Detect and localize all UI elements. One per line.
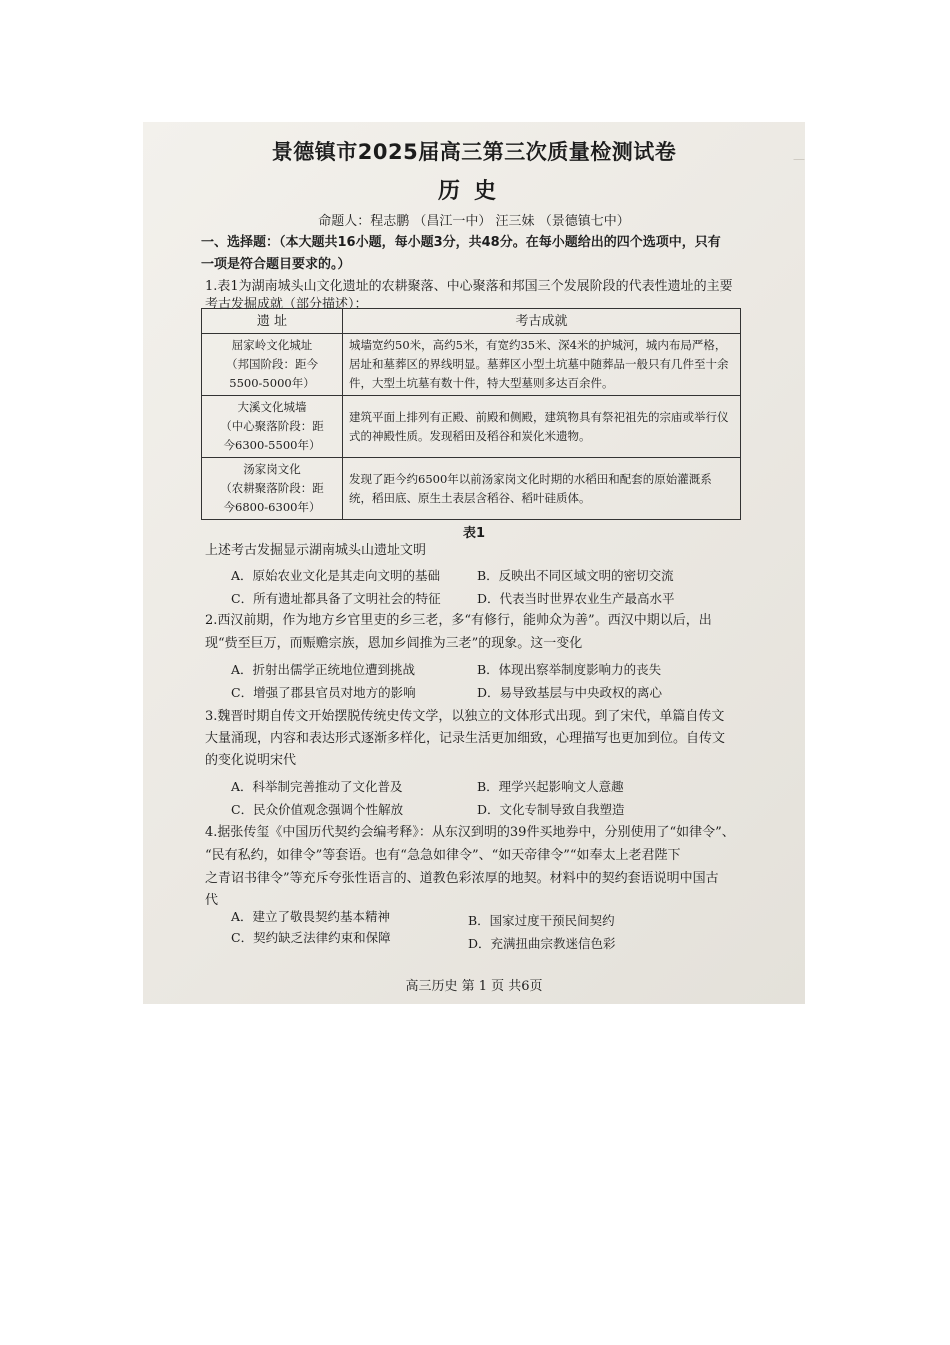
q4-option-d[interactable]: D．充满扭曲宗教迷信色彩 — [468, 936, 616, 951]
q1-option-b[interactable]: B．反映出不同区域文明的密切交流 — [477, 568, 674, 583]
q1-table — [201, 308, 741, 520]
site-stage: （农耕聚落阶段：距 — [220, 481, 324, 495]
site-name: 屈家岭文化城址 — [231, 338, 313, 352]
table-row — [202, 458, 741, 520]
q3-stem-line-2: 大量涌现，内容和表达形式逐渐多样化，记录生活更加细致，心理描写也更加到位。自传文 — [205, 731, 726, 746]
table-cell-desc: 城墙宽约50米，高约5米，有宽约35米、深4米的护城河，城内布局严格，居址和墓葬区的界线明显。墓葬区小型土坑墓中随葬品一般只有几件至十余件，大型土坑墓有数十件，特大型墓则多达百余件。 — [343, 334, 741, 396]
table-cell-site — [202, 458, 343, 520]
q1-option-a[interactable]: A．原始农业文化是其走向文明的基础 — [231, 568, 441, 583]
table-caption: 表1 — [462, 526, 486, 541]
q2-stem-line-2: 现“赀至巨万，而赈赡宗族，恩加乡闾推为三老”的现象。这一变化 — [205, 636, 583, 651]
q2-option-d[interactable]: D．易导致基层与中央政权的离心 — [477, 685, 663, 700]
q1-prompt: 上述考古发掘显示湖南城头山遗址文明 — [205, 543, 427, 558]
site-date: 今6300-5500年） — [223, 438, 321, 452]
site-stage: （中心聚落阶段：距 — [220, 419, 324, 433]
table-header-achievement: 考古成就 — [343, 309, 741, 334]
section-heading-cont: 一项是符合题目要求的。） — [201, 257, 351, 272]
q4-stem-line-4: 代 — [205, 893, 219, 908]
q3-option-b[interactable]: B．理学兴起影响文人意趣 — [477, 779, 624, 794]
q1-option-d[interactable]: D．代表当时世界农业生产最高水平 — [477, 591, 675, 606]
q3-stem-line-1: 3.魏晋时期自传文开始摆脱传统史传文学，以独立的文体形式出现。到了宋代，单篇自传文 — [205, 709, 725, 724]
q2-stem-line-1: 2.西汉前期，作为地方乡官里吏的乡三老，多“有修行，能帅众为善”。西汉中期以后，出 — [205, 613, 712, 628]
q4-option-a[interactable]: A．建立了敬畏契约基本精神 — [231, 909, 391, 924]
q3-stem-line-3: 的变化说明宋代 — [205, 753, 297, 768]
site-stage: （邦国阶段：距今 — [226, 357, 318, 371]
exam-page-photo — [143, 122, 805, 1004]
exam-title: 景德镇市2025届高三第三次质量检测试卷 — [271, 140, 677, 164]
q2-option-b[interactable]: B．体现出察举制度影响力的丧失 — [477, 662, 662, 677]
q4-stem-line-1: 4.据张传玺《中国历代契约会编考释》：从东汉到明的39件买地券中，分别使用了“如律令”、 — [205, 825, 735, 840]
site-date: 5500-5000年） — [229, 376, 315, 390]
table-cell-site — [202, 396, 343, 458]
table-row — [202, 396, 741, 458]
table-cell-site — [202, 334, 343, 396]
site-name: 大溪文化城墙 — [237, 400, 307, 414]
table-cell-desc: 发现了距今约6500年以前汤家岗文化时期的水稻田和配套的原始灌溉系统，稻田底、原生土表层含稻谷、稻叶硅质体。 — [343, 458, 741, 520]
subject-title: 历史 — [437, 179, 510, 204]
q1-stem-line-2: 考古发掘成就（部分描述）： — [205, 297, 368, 312]
bleed-through-mark: — — [793, 152, 805, 166]
q3-option-a[interactable]: A．科举制完善推动了文化普及 — [231, 779, 403, 794]
q4-option-b[interactable]: B．国家过度干预民间契约 — [468, 913, 615, 928]
q4-stem-line-3: 之青诏书律令”等充斥夸张性语言的、道教色彩浓厚的地契。材料中的契约套语说明中国古 — [205, 871, 719, 886]
table-header-row — [202, 309, 741, 334]
table-row — [202, 334, 741, 396]
q1-option-c[interactable]: C．所有遗址都具备了文明社会的特征 — [231, 591, 441, 606]
site-name: 汤家岗文化 — [243, 462, 301, 476]
q3-option-d[interactable]: D．文化专制导致自我塑造 — [477, 802, 625, 817]
q4-stem-line-2: “民有私约，如律令”等套语。也有“急急如律令”、“如天帝律令”“如奉太上老君陛下 — [205, 848, 681, 863]
site-date: 今6800-6300年） — [223, 500, 321, 514]
q3-option-c[interactable]: C．民众价值观念强调个性解放 — [231, 802, 404, 817]
q1-stem-line-1: 1.表1为湖南城头山文化遗址的农耕聚落、中心聚落和邦国三个发展阶段的代表性遗址的主要 — [205, 279, 733, 294]
q2-option-a[interactable]: A．折射出儒学正统地位遭到挑战 — [231, 662, 416, 677]
section-heading: 一、选择题：（本大题共16小题，每小题3分，共48分。在每小题给出的四个选项中，只有 — [201, 235, 721, 250]
table-header-site: 遗 址 — [202, 309, 343, 334]
table-cell-desc: 建筑平面上排列有正殿、前殿和侧殿，建筑物具有祭祀祖先的宗庙或举行仪式的神殿性质。发现稻田及稻谷和炭化米遗物。 — [343, 396, 741, 458]
authors-line: 命题人：程志鹏 （昌江一中） 汪三妹 （景德镇七中） — [318, 214, 630, 229]
page-footer: 高三历史 第 1 页 共6页 — [405, 979, 543, 994]
q4-option-c[interactable]: C．契约缺乏法律约束和保障 — [231, 930, 391, 945]
q2-option-c[interactable]: C．增强了郡县官员对地方的影响 — [231, 685, 416, 700]
